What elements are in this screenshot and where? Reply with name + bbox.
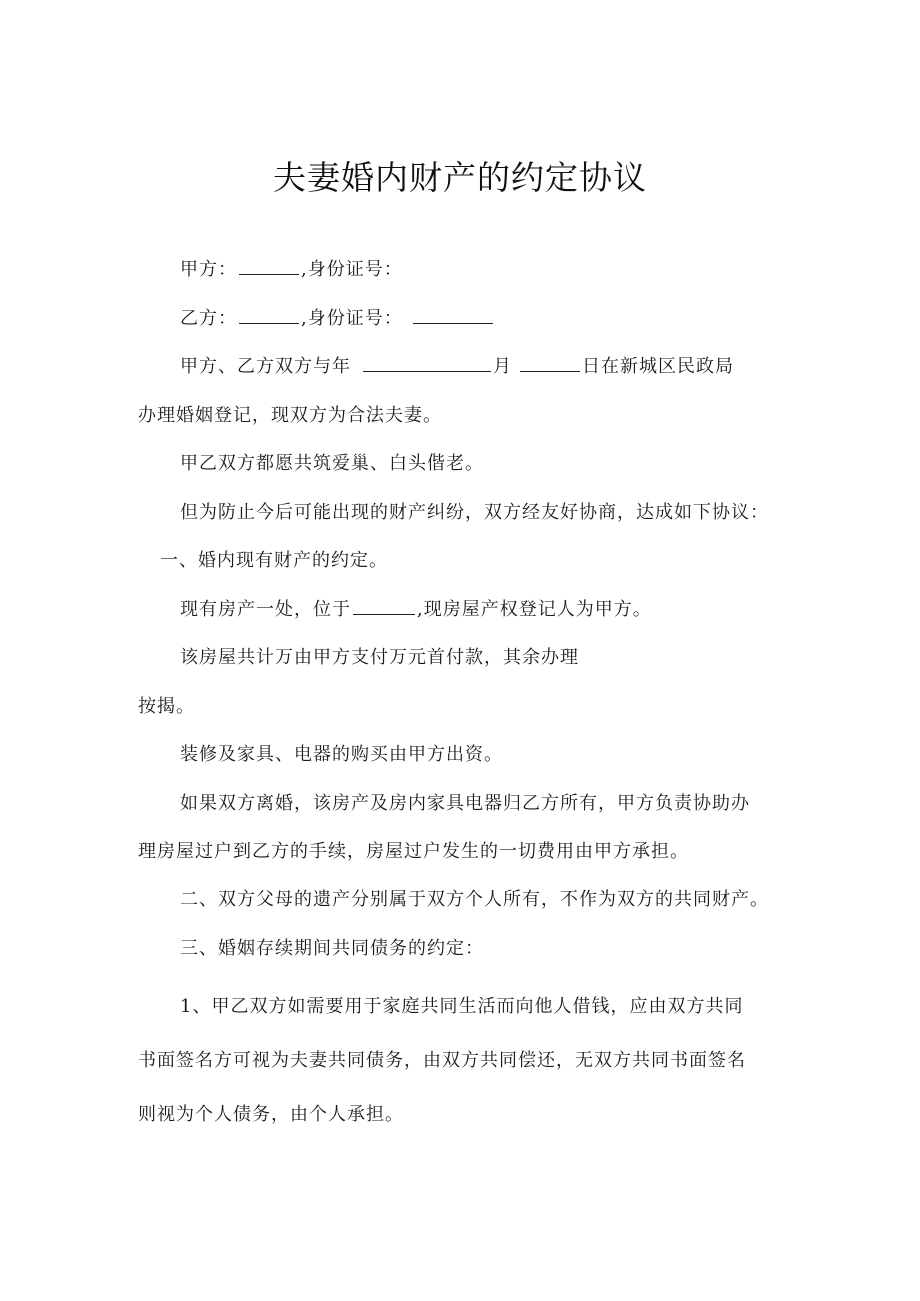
debt-item-1-line-1: 1、甲乙双方如需要用于家庭共同生活而向他人借钱，应由双方共同 (180, 996, 744, 1017)
party-a-label: 甲方： (180, 259, 237, 280)
house-location-line (180, 596, 652, 624)
party-a-id-label: ,身份证号： (301, 259, 403, 280)
party-b-label: 乙方： (180, 308, 237, 329)
party-b-line (180, 305, 495, 333)
marriage-registration-line2: 办理婚姻登记，现双方为合法夫妻。 (138, 405, 442, 426)
party-b-id-blank (413, 305, 493, 324)
marriage-reg-part2: 月 (493, 356, 512, 377)
debt-item-1-line-2: 书面签名方可视为夫妻共同债务，由双方共同偿还，无双方共同书面签名 (138, 1050, 746, 1071)
marriage-day-blank (520, 353, 580, 372)
section-3-heading: 三、婚姻存续期间共同债务的约定： (180, 938, 484, 959)
document-title: 夫妻婚内财产的约定协议 (273, 158, 647, 197)
marriage-reg-part1: 甲方、乙方双方与年 (180, 356, 351, 377)
party-b-name-blank (239, 305, 299, 324)
section-1-heading: 一、婚内现有财产的约定。 (160, 550, 388, 571)
house-part1: 现有房产一处，位于 (180, 599, 351, 620)
party-a-name-blank (239, 256, 299, 275)
payment-line-2: 按揭。 (138, 696, 195, 717)
divorce-line-2: 理房屋过户到乙方的手续，房屋过户发生的一切费用由甲方承担。 (138, 841, 689, 862)
marriage-year-blank (363, 353, 491, 372)
payment-line-1: 该房屋共计万由甲方支付万元首付款，其余办理 (180, 647, 579, 668)
marriage-reg-part3: 日在新城区民政局 (582, 356, 734, 377)
debt-item-1-line-3: 则视为个人债务，由个人承担。 (138, 1104, 404, 1125)
intro-paragraph-2: 但为防止今后可能出现的财产纠纷，双方经友好协商，达成如下协议： (180, 502, 769, 523)
furniture-line: 装修及家具、电器的购买由甲方出资。 (180, 744, 503, 765)
section-2-heading: 二、双方父母的遗产分别属于双方个人所有，不作为双方的共同财产。 (180, 889, 769, 910)
house-part2: ,现房屋产权登记人为甲方。 (417, 599, 652, 620)
party-b-id-label: ,身份证号： (301, 308, 403, 329)
marriage-registration-line (180, 353, 734, 381)
divorce-line-1: 如果双方离婚，该房产及房内家具电器归乙方所有，甲方负责协助办 (180, 793, 750, 814)
party-a-line (180, 256, 403, 284)
intro-paragraph-1: 甲乙双方都愿共筑爱巢、白头偕老。 (180, 453, 484, 474)
house-location-blank (353, 596, 415, 615)
